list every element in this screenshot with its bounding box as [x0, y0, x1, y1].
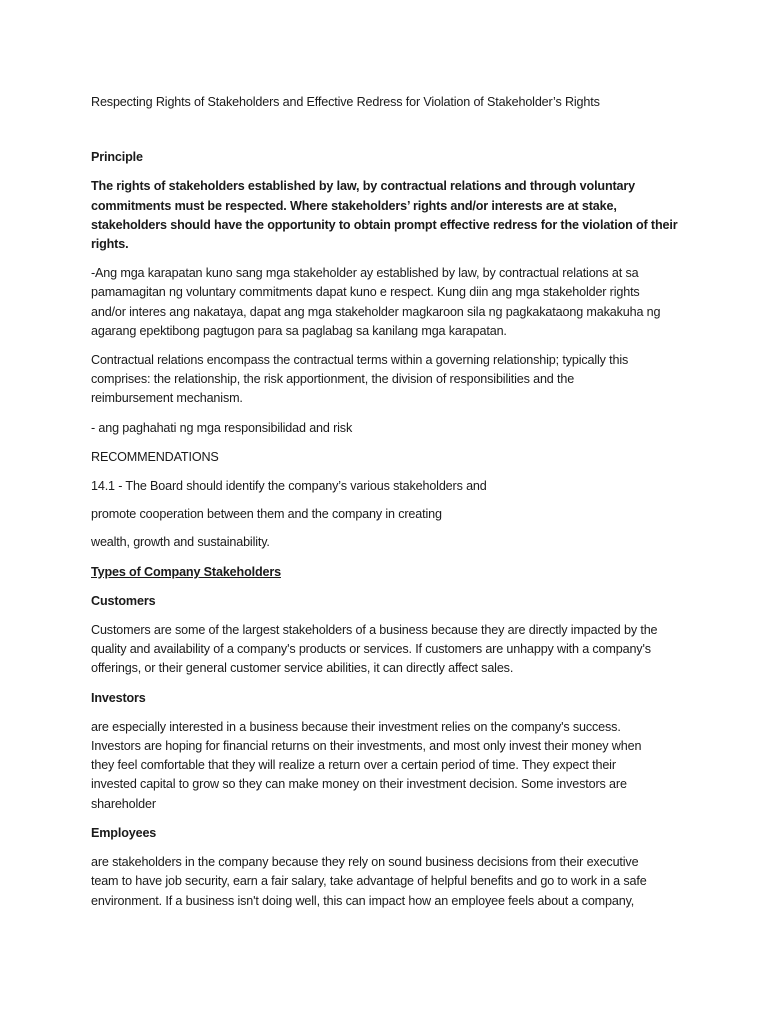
- recommendation-line: wealth, growth and sustainability.: [91, 535, 270, 550]
- recommendations-heading: RECOMMENDATIONS: [91, 449, 219, 464]
- stakeholder-types-heading: Types of Company Stakeholders: [91, 564, 281, 579]
- contractual-relations-paragraph: Contractual relations encompass the contractual terms within a governing relationship; typically this comprises: the relationship, the risk apportionment, the division of responsibilities and the reimbursement mechanism.: [91, 353, 629, 406]
- customers-heading: Customers: [91, 593, 156, 608]
- tagalog-paragraph: -Ang mga karapatan kuno sang mga stakeholder ay established by law, by contractual relations at sa pamamagitan ng voluntary commitments dapat kuno e respect. Kung diin ang mga stakeholder rights and/or interes ang nakataya, dapat ang mga stakeholder magkaroon sila ng pagkakataong makakuha ng agarang epektibong pagtugon para sa paglabag sa kanilang mga karapatan.: [91, 266, 661, 338]
- paghahati-line: - ang paghahati ng mga responsibilidad and risk: [91, 420, 353, 435]
- investors-paragraph: are especially interested in a business because their investment relies on the company's success. Investors are hoping for financial returns on their investments, and most only invest their money when they feel comfortable that they will realize a return over a certain period of time. They expect their invested capital to grow so they can make money on their investment decision. Some investors are shareholder: [91, 719, 642, 811]
- investors-heading: Investors: [91, 690, 146, 705]
- customers-paragraph: Customers are some of the largest stakeholders of a business because they are directly impacted by the quality and availability of a company's products or services. If customers are unhappy with a company's offerings, or their general customer service abilities, it can directly affect sales.: [91, 623, 658, 676]
- employees-paragraph: are stakeholders in the company because they rely on sound business decisions from their executive team to have job security, earn a fair salary, take advantage of helpful benefits and go to work in a safe environment. If a business isn't doing well, this can impact how an employee feels about a company,: [91, 855, 647, 908]
- employees-heading: Employees: [91, 825, 157, 840]
- recommendation-line: 14.1 - The Board should identify the company’s various stakeholders and: [91, 479, 487, 494]
- recommendation-line: promote cooperation between them and the company in creating: [91, 507, 442, 522]
- document-page: [91, 93, 681, 921]
- document-title: Respecting Rights of Stakeholders and Effective Redress for Violation of Stakeholder’s Rights: [91, 95, 600, 109]
- principle-paragraph: The rights of stakeholders established by law, by contractual relations and through voluntary commitments must be respected. Where stakeholders’ rights and/or interests are at stake, stakeholders should have the opportunity to obtain prompt effective redress for the violation of their rights.: [91, 179, 678, 252]
- principle-heading: Principle: [91, 150, 143, 165]
